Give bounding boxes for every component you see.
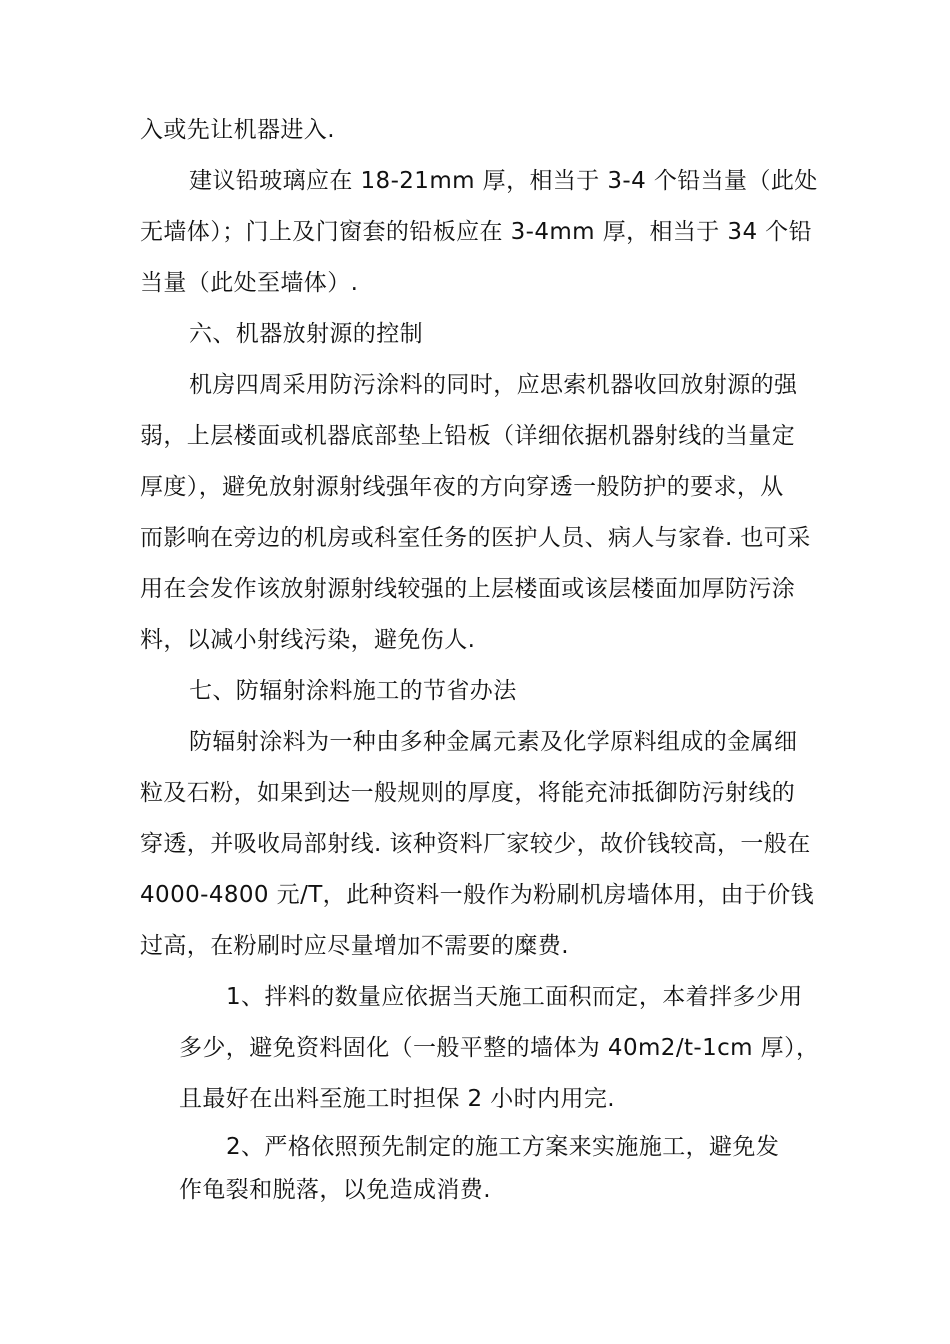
text-line: 用在会发作该放射源射线较强的上层楼面或该层楼面加厚防污涂 — [140, 576, 796, 602]
text-line: 厚度），避免放射源射线强年夜的方向穿透一般防护的要求，从 — [140, 474, 784, 500]
list-item-line: 2、严格依照预先制定的施工方案来实施施工，避免发 — [226, 1134, 780, 1160]
section-heading: 七、防辐射涂料施工的节省办法 — [189, 678, 517, 704]
text-line: 无墙体）；门上及门窗套的铅板应在 3-4mm 厚，相当于 34 个铅 — [140, 219, 812, 245]
text-line: 穿透，并吸收局部射线. 该种资料厂家较少，故价钱较高，一般在 — [140, 831, 811, 857]
text-line: 过高，在粉刷时应尽量增加不需要的糜费. — [140, 933, 569, 959]
list-item-line: 多少，避免资料固化（一般平整的墙体为 40m2/t-1cm 厚）， — [179, 1035, 820, 1061]
list-item-line: 1、拌料的数量应依据当天施工面积而定，本着拌多少用 — [226, 984, 803, 1010]
text-line: 机房四周采用防污涂料的同时，应思索机器收回放射源的强 — [189, 372, 798, 398]
text-line: 4000-4800 元/T，此种资料一般作为粉刷机房墙体用，由于价钱 — [140, 882, 815, 908]
text-line: 粒及石粉，如果到达一般规则的厚度，将能充沛抵御防污射线的 — [140, 780, 796, 806]
text-line: 而影响在旁边的机房或科室任务的医护人员、病人与家眷. 也可采 — [140, 525, 811, 551]
text-line: 入或先让机器进入. — [140, 117, 335, 143]
list-item-line: 作龟裂和脱落，以免造成消费. — [179, 1177, 491, 1203]
text-line: 建议铅玻璃应在 18-21mm 厚，相当于 3-4 个铅当量（此处 — [189, 168, 818, 194]
text-line: 防辐射涂料为一种由多种金属元素及化学原料组成的金属细 — [189, 729, 798, 755]
text-line: 料，以减小射线污染，避免伤人. — [140, 627, 476, 653]
section-heading: 六、机器放射源的控制 — [189, 321, 423, 347]
text-line: 弱，上层楼面或机器底部垫上铅板（详细依据机器射线的当量定 — [140, 423, 796, 449]
text-line: 当量（此处至墙体）. — [140, 270, 359, 296]
list-item-line: 且最好在出料至施工时担保 2 小时内用完. — [179, 1086, 615, 1112]
